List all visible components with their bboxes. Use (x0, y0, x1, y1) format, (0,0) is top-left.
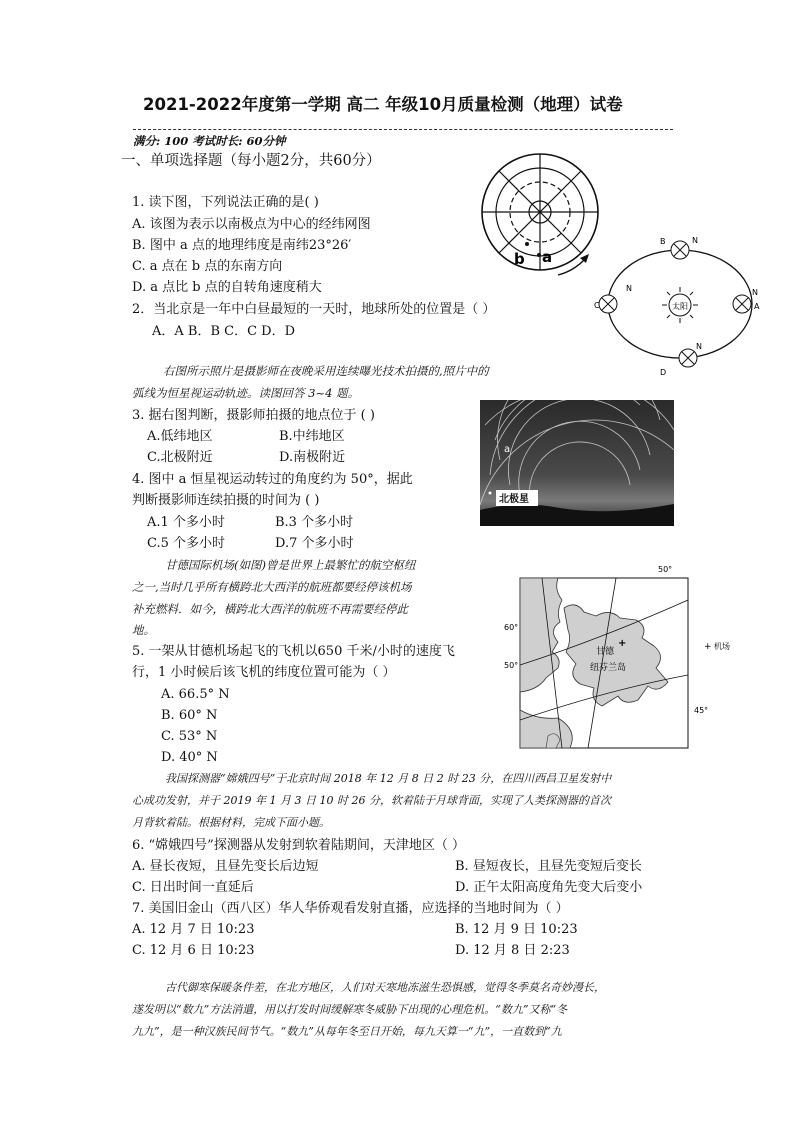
north-label-c: N (626, 284, 632, 293)
north-label-d: N (696, 342, 702, 351)
q3-option-d: D.南极附近 (279, 450, 346, 465)
q7-option-a: A. 12 月 7 日 10:23 (132, 922, 255, 937)
section-heading: 一、单项选择题（每小题2分，共60分） (121, 153, 381, 169)
newfoundland-map (498, 560, 758, 752)
q3-option-a: A.低纬地区 (147, 429, 213, 444)
sun-label: 太阳 (672, 302, 688, 311)
page-title: 2021-2022年度第一学期 高二 年级10月质量检测（地理）试卷 (143, 95, 623, 114)
north-label-b: N (692, 236, 698, 245)
exam-meta: 满分: 100 考试时长: 60分钟 (133, 134, 286, 148)
pos-c-label: C (594, 301, 600, 310)
passage3-line1: 我国探测器“嫦娥四号”于北京时间 2018 年 12 月 8 日 2 时 23 分，在四川西昌卫星发射中 (165, 772, 612, 785)
q6-option-d: D. 正午太阳高度角先变大后变小 (455, 880, 643, 895)
q1-option-b: B. 图中 a 点的地理纬度是南纬23°26′ (132, 238, 352, 253)
q4-option-b: B.3 个多小时 (275, 515, 354, 530)
q3-stem: 3. 据右图判断，摄影师拍摄的地点位于 ( ) (132, 408, 375, 423)
map-lat-45: 45° (694, 706, 709, 715)
passage2-line4: 地。 (132, 623, 155, 637)
q1-option-d: D. a 点比 b 点的自转角速度稍大 (132, 280, 322, 295)
q5-option-b: B. 60° N (161, 708, 218, 723)
q1-stem: 1. 读下图，下列说法正确的是( ) (132, 195, 319, 210)
passage3-line2: 心成功发射，并于 2019 年 1 月 3 日 10 时 26 分，软着陆于月球背面，实现了人类探测器的首次 (132, 794, 611, 807)
photo-label-polaris: 北极星 (499, 494, 529, 505)
q5-option-c: C. 53° N (161, 729, 218, 744)
sun-icon (662, 287, 698, 323)
q4-option-a: A.1 个多小时 (147, 515, 225, 530)
map-lat-60: 60° (504, 623, 519, 632)
passage3-line3: 月背软着陆。根据材料，完成下面小题。 (132, 816, 330, 829)
pos-a-label: A (754, 302, 760, 311)
fig1-label-b: b (514, 250, 525, 268)
q6-option-c: C. 日出时间一直延后 (132, 880, 254, 895)
q7-option-d: D. 12 月 8 日 2:23 (455, 943, 570, 958)
legend-airport-icon: + (704, 642, 712, 652)
q7-stem: 7. 美国旧金山（西八区）华人华侨观看发射直播，应选择的当地时间为（ ） (132, 901, 569, 916)
q6-option-a: A. 昼长夜短，且昼先变长后边短 (132, 859, 319, 874)
q6-stem: 6. “嫦娥四号”探测器从发射到软着陆期间，天津地区（ ） (132, 838, 465, 853)
q2-stem: 2．当北京是一年中白昼最短的一天时，地球所处的位置是（ ） (132, 302, 496, 317)
airport-icon: + (618, 638, 627, 649)
passage4-line2: 遂发明以“数九”方法消遣，用以打发时间缓解寒冬威胁下出现的心理危机。“数九”又称“冬 (132, 1003, 568, 1016)
q5-option-a: A. 66.5° N (161, 687, 230, 702)
north-label-a: N (752, 288, 758, 297)
map-lat-50-top: 50° (658, 565, 673, 574)
map-lat-50-left: 50° (504, 661, 519, 670)
passage1-line2: 弧线为恒星视运动轨迹。读图回答 3~4 题。 (132, 386, 360, 400)
map-legend-airport: 机场 (714, 642, 730, 651)
orbit-figure (592, 232, 768, 378)
q5-stem-line2: 行，1 小时候后该飞机的纬度位置可能为（ ） (132, 665, 396, 680)
title-divider (133, 129, 673, 130)
map-island-label: 纽芬兰岛 (590, 663, 627, 673)
photo-label-a: a (504, 444, 511, 455)
pos-d-label: D (660, 368, 667, 377)
map-city-gander: 甘德 (596, 647, 615, 657)
q1-option-a: A. 该图为表示以南极点为中心的经纬网图 (132, 217, 371, 232)
passage2-line1: 甘德国际机场(如图)曾是世界上最繁忙的航空枢纽 (165, 558, 416, 572)
passage4-line3: 九九”，是一种汉族民间节气。“数九”从每年冬至日开始，每九天算一“九”，一直数到“九 (132, 1025, 562, 1038)
passage4-line1: 古代御寒保暖条件差，在北方地区，人们对天寒地冻滋生恐惧感，觉得冬季莫名奇妙漫长， (165, 981, 605, 994)
polar-grid-figure (476, 152, 606, 280)
q4-stem-line2: 判断摄影师连续拍摄的时间为 ( ) (132, 493, 320, 508)
q5-stem-line1: 5. 一架从甘德机场起飞的飞机以650 千米/小时的速度飞 (132, 644, 455, 659)
q4-option-c: C.5 个多小时 (147, 536, 226, 551)
q7-option-b: B. 12 月 9 日 10:23 (455, 922, 578, 937)
q1-option-c: C. a 点在 b 点的东南方向 (132, 259, 283, 274)
q5-option-d: D. 40° N (161, 750, 218, 765)
q6-option-b: B. 昼短夜长，且昼先变短后变长 (455, 859, 642, 874)
passage2-line2: 之一,当时几乎所有横跨北大西洋的航班都要经停该机场 (132, 580, 412, 594)
q3-option-b: B.中纬地区 (279, 429, 345, 444)
passage2-line3: 补充燃料．如今，横跨北大西洋的航班不再需要经停此 (132, 602, 408, 616)
q3-option-c: C.北极附近 (147, 450, 213, 465)
q2-options: A．A B．B C．C D．D (152, 324, 296, 339)
q4-stem-line1: 4. 图中 a 恒星视运动转过的角度约为 50°，据此 (132, 472, 413, 487)
q4-option-d: D.7 个多小时 (275, 536, 354, 551)
q7-option-c: C. 12 月 6 日 10:23 (132, 943, 255, 958)
star-trail-photo (480, 400, 674, 526)
passage1-line1: 右图所示照片是摄影师在夜晚采用连续曝光技术拍摄的,照片中的 (163, 364, 489, 378)
fig1-label-a: a (542, 248, 553, 266)
pos-b-label: B (660, 237, 666, 246)
